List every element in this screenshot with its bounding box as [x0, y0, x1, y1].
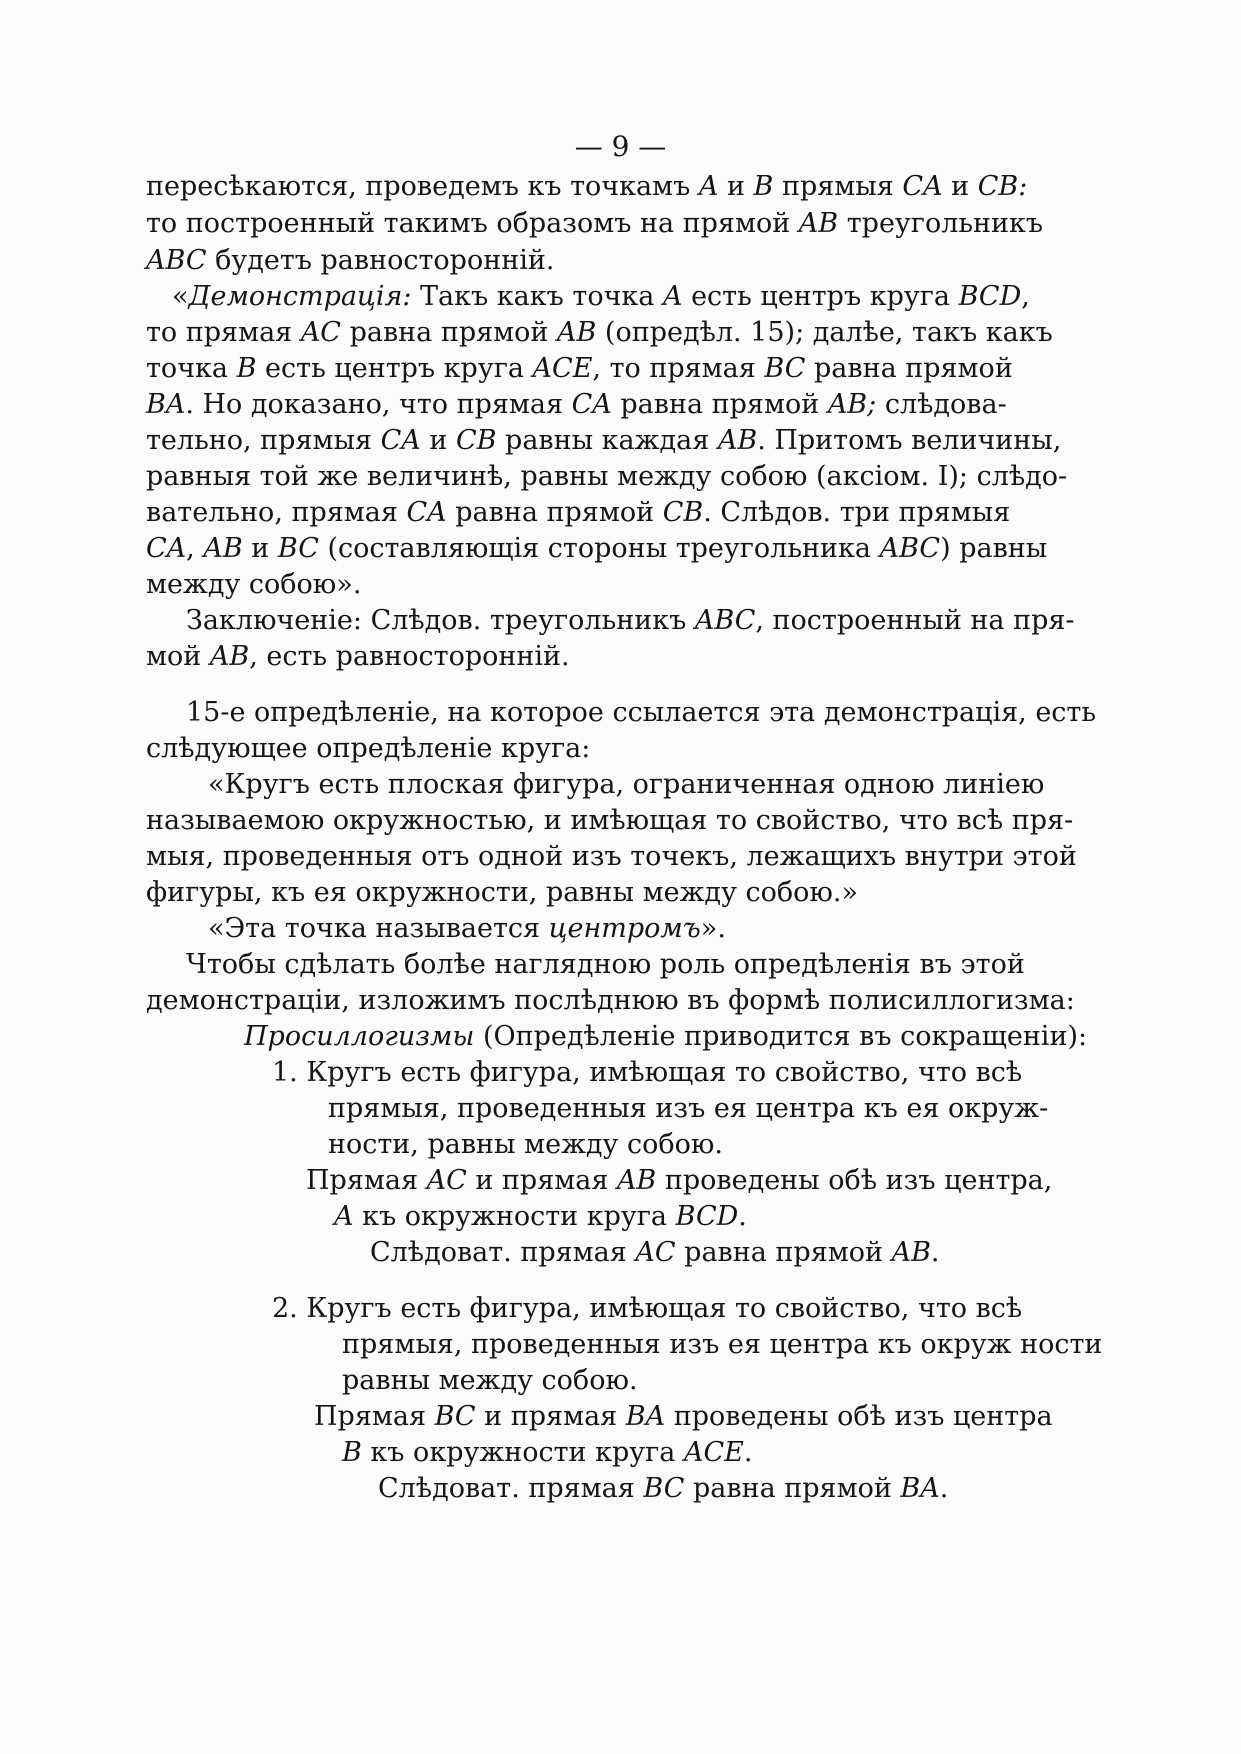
math-symbol: BA	[146, 389, 186, 420]
math-symbol: AC	[635, 1237, 676, 1268]
math-symbol: AB	[203, 533, 243, 564]
math-symbol: CB:	[977, 171, 1028, 202]
math-symbol: CA	[571, 389, 612, 420]
math-symbol: BA	[625, 1401, 666, 1432]
text-line: фигуры, къ ея окружности, равны между собою.»	[146, 877, 858, 908]
text-line: Слѣдоват. прямая AC равна прямой AB.	[370, 1237, 940, 1268]
text-line: вательно, прямая CA равна прямой CB. Слѣдов. три прямыя	[146, 497, 1011, 528]
math-symbol: ABC	[694, 605, 756, 636]
text-line: «Эта точка называется центромъ».	[208, 913, 726, 944]
text-line: то построенный такимъ образомъ на прямой AB треугольникъ	[146, 208, 1044, 239]
text-line: 2. Кругъ есть фигура, имѣющая то свойство, что всѣ	[272, 1293, 1023, 1324]
text-line: 1. Кругъ есть фигура, имѣющая то свойство, что всѣ	[272, 1057, 1023, 1088]
math-symbol: CB	[662, 497, 704, 528]
math-symbol: A	[662, 281, 683, 312]
text-line: точка B есть центръ круга ACE, то прямая BC равна прямой	[146, 353, 1013, 384]
math-symbol: AB	[209, 641, 250, 672]
math-symbol: B	[236, 353, 257, 384]
text-line: B къ окружности круга ACE.	[342, 1437, 753, 1468]
math-symbol: ABC	[146, 245, 207, 276]
text-line: прямыя, проведенныя изъ ея центра къ ея окруж-	[328, 1093, 1049, 1124]
text-line: ABC будетъ равносторонній.	[146, 245, 555, 276]
math-symbol: AB	[798, 208, 839, 239]
math-symbol: AB	[717, 425, 758, 456]
math-symbol: BC	[643, 1473, 685, 1504]
text-line: демонстраціи, изложимъ послѣднюю въ формѣ полисиллогизма:	[146, 985, 1075, 1016]
text-line: 15-е опредѣленіе, на которое ссылается эта демонстрація, есть	[186, 697, 1097, 728]
text-line: Заключеніе: Слѣдов. треугольникъ ABC, построенный на пря-	[186, 605, 1075, 636]
text-line: называемою окружностью, и имѣющая то свойство, что всѣ пря-	[146, 805, 1074, 836]
math-symbol: BA	[900, 1473, 940, 1504]
text-line: Прямая BC и прямая BA проведены обѣ изъ центра	[314, 1401, 1053, 1432]
math-symbol: B	[753, 171, 774, 202]
text-line: слѣдующее опредѣленіе круга:	[146, 733, 591, 764]
math-symbol: CA	[406, 497, 447, 528]
text-line: пересѣкаются, проведемъ къ точкамъ A и B прямыя CA и CB:	[146, 171, 1028, 202]
text-line: ности, равны между собою.	[328, 1129, 724, 1160]
math-symbol: ACE	[532, 353, 593, 384]
math-symbol: BC	[434, 1401, 476, 1432]
math-symbol: BC	[764, 353, 806, 384]
text-line: тельно, прямыя CA и CB равны каждая AB. Притомъ величины,	[146, 425, 1062, 456]
math-symbol: AB	[616, 1165, 657, 1196]
math-symbol: BC	[277, 533, 319, 564]
text-line: равныя той же величинѣ, равны между собою (аксіом. I); слѣдо-	[146, 461, 1068, 492]
page-number: — 9 —	[574, 130, 667, 163]
text-line: Слѣдоват. прямая BC равна прямой BA.	[378, 1473, 949, 1504]
math-symbol: CA	[146, 533, 187, 564]
math-symbol: ABC	[879, 533, 941, 564]
text-line: между собою».	[146, 569, 362, 600]
math-symbol: CB	[455, 425, 497, 456]
text-line: мыя, проведенныя отъ одной изъ точекъ, лежащихъ внутри этой	[146, 841, 1077, 872]
text-line: A къ окружности круга BCD.	[334, 1201, 747, 1232]
text-line: BA. Но доказано, что прямая CA равна прямой AB; слѣдова-	[146, 389, 1007, 420]
math-symbol: ACE	[683, 1437, 744, 1468]
math-symbol: CA	[902, 171, 943, 202]
math-symbol: A	[698, 171, 719, 202]
math-symbol: центромъ	[548, 913, 701, 944]
text-line: равны между собою.	[342, 1365, 638, 1396]
math-symbol: AB	[891, 1237, 931, 1268]
text-line: прямыя, проведенныя изъ ея центра къ окруж ности	[342, 1329, 1103, 1360]
math-symbol: A	[334, 1201, 354, 1232]
text-line: Просиллогизмы (Опредѣленіе приводится въ сокращеніи):	[244, 1021, 1088, 1052]
text-line: CA, AB и BC (составляющія стороны треугольника ABC) равны	[146, 533, 1048, 564]
math-symbol: Просиллогизмы	[244, 1021, 475, 1052]
text-line: мой AB, есть равносторонній.	[146, 641, 570, 672]
math-symbol: AB	[556, 317, 597, 348]
text-line: Прямая AC и прямая AB проведены обѣ изъ центра,	[306, 1165, 1053, 1196]
math-symbol: CA	[380, 425, 421, 456]
math-symbol: AC	[426, 1165, 467, 1196]
math-symbol: AB;	[827, 389, 877, 420]
math-symbol: BCD	[675, 1201, 739, 1232]
math-symbol: Демонстрація:	[188, 281, 412, 312]
math-symbol: B	[342, 1437, 362, 1468]
math-symbol: AC	[300, 317, 341, 348]
text-line: «Демонстрація: Такъ какъ точка A есть центръ круга BCD,	[172, 281, 1030, 312]
text-line: «Кругъ есть плоская фигура, ограниченная одною линіею	[208, 769, 1045, 800]
math-symbol: BCD	[958, 281, 1022, 312]
text-line: то прямая AC равна прямой AB (опредѣл. 15); далѣе, такъ какъ	[146, 317, 1053, 348]
text-line: Чтобы сдѣлать болѣе наглядною роль опредѣленія въ этой	[186, 949, 1025, 980]
